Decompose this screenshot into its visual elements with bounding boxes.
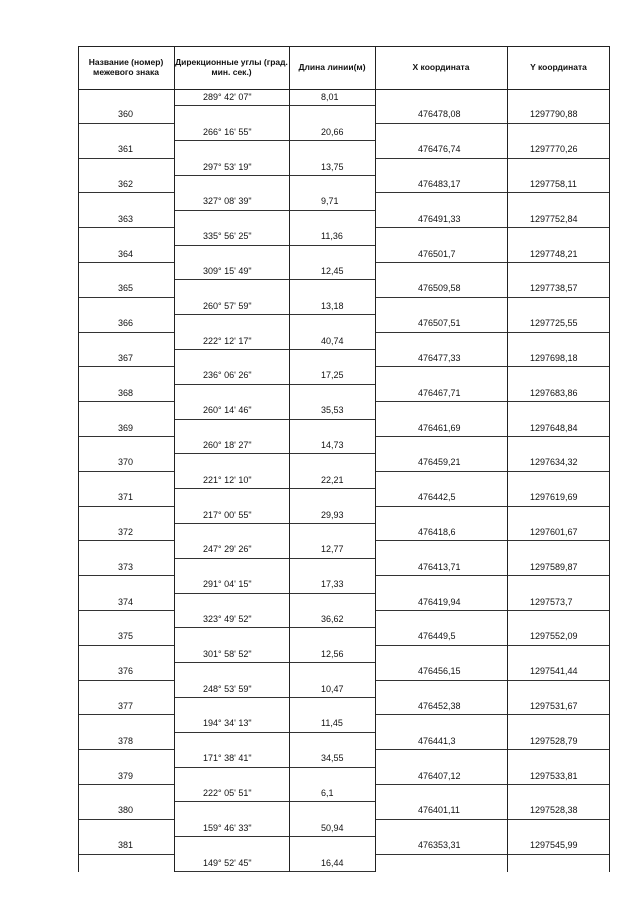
segment-row	[78, 193, 610, 210]
row-rule	[174, 871, 375, 872]
segment-row	[78, 820, 610, 837]
y-coordinate: 1297634,32	[530, 457, 578, 468]
column-divider	[507, 46, 508, 872]
line-length: 12,45	[321, 266, 344, 276]
line-length: 16,44	[321, 857, 344, 868]
segment-row	[78, 228, 610, 245]
line-length: 17,33	[321, 579, 344, 590]
header-length: Длина линии(м)	[298, 62, 366, 73]
y-coordinate: 1297683,86	[530, 387, 578, 398]
line-length: 9,71	[321, 196, 339, 207]
mark-number: 375	[118, 631, 134, 642]
direction-angle: 221° 12' 10"	[203, 474, 252, 485]
line-length: 20,66	[321, 126, 344, 137]
header-y: Y координата	[530, 62, 587, 73]
line-length: 13,75	[321, 161, 344, 172]
point-row	[78, 489, 610, 506]
direction-angle: 222° 05' 51"	[203, 788, 252, 798]
point-row	[78, 768, 610, 785]
point-row	[78, 315, 610, 332]
segment-row	[78, 159, 610, 176]
line-length: 12,56	[321, 648, 344, 659]
y-coordinate: 1297573,7	[530, 596, 573, 607]
x-coordinate: 476452,38	[418, 701, 461, 711]
mark-number: 381	[118, 840, 134, 851]
point-row	[78, 559, 610, 576]
direction-angle: 149° 52' 45"	[203, 857, 252, 868]
segment-row	[78, 611, 610, 628]
x-coordinate: 476401,11	[418, 805, 460, 816]
x-coordinate: 476467,71	[418, 387, 461, 398]
segment-row	[78, 367, 610, 384]
segment-row	[78, 681, 610, 698]
direction-angle: 301° 58' 52"	[203, 648, 252, 659]
point-row	[78, 176, 610, 193]
segment-row	[78, 402, 610, 419]
line-length: 12,77	[321, 544, 344, 555]
point-row	[78, 141, 610, 158]
direction-angle: 335° 56' 25"	[203, 231, 252, 242]
mark-number: 371	[118, 492, 134, 503]
x-coordinate: 476477,33	[418, 353, 461, 363]
y-coordinate: 1297698,18	[530, 353, 578, 363]
line-length: 6,1	[321, 788, 334, 798]
line-length: 40,74	[321, 335, 344, 346]
x-coordinate: 476491,33	[418, 213, 461, 224]
y-coordinate: 1297531,67	[530, 701, 578, 711]
mark-number: 376	[118, 666, 134, 677]
line-length: 11,45	[321, 718, 343, 729]
direction-angle: 297° 53' 19"	[203, 161, 252, 172]
point-row	[78, 420, 610, 437]
mark-number: 365	[118, 283, 134, 294]
line-length: 22,21	[321, 474, 344, 485]
y-coordinate: 1297725,55	[530, 318, 578, 329]
direction-angle: 309° 15' 49"	[203, 266, 252, 276]
segment-row	[78, 507, 610, 524]
segment-row	[78, 437, 610, 454]
mark-number: 374	[118, 596, 134, 607]
point-row	[78, 837, 610, 854]
direction-angle: 266° 16' 55"	[203, 126, 252, 137]
line-length: 11,36	[321, 231, 343, 242]
segment-row	[78, 541, 610, 558]
segment-row	[78, 333, 610, 350]
point-row	[78, 594, 610, 611]
x-coordinate: 476507,51	[418, 318, 461, 329]
line-length: 14,73	[321, 440, 344, 450]
mark-number: 377	[118, 701, 134, 711]
line-length: 17,25	[321, 370, 344, 381]
direction-angle: 247° 29' 26"	[203, 544, 252, 555]
mark-number: 361	[118, 144, 134, 155]
x-coordinate: 476509,58	[418, 283, 461, 294]
direction-angle: 291° 04' 15"	[203, 579, 252, 590]
segment-row	[78, 124, 610, 141]
direction-angle: 323° 49' 52"	[203, 614, 252, 624]
y-coordinate: 1297528,79	[530, 735, 578, 746]
mark-number: 379	[118, 770, 134, 781]
mark-number: 364	[118, 248, 134, 259]
line-length: 36,62	[321, 614, 344, 624]
x-coordinate: 476483,17	[418, 179, 461, 189]
segment-row	[78, 646, 610, 663]
y-coordinate: 1297533,81	[530, 770, 578, 781]
x-coordinate: 476441,3	[418, 735, 456, 746]
direction-angle: 248° 53' 59"	[203, 683, 252, 694]
segment-row	[78, 785, 610, 802]
direction-angle: 236° 06' 26"	[203, 370, 252, 381]
column-divider	[174, 46, 175, 872]
point-row	[78, 246, 610, 263]
x-coordinate: 476419,94	[418, 596, 461, 607]
y-coordinate: 1297648,84	[530, 422, 578, 433]
point-row	[78, 733, 610, 750]
segment-row	[78, 263, 610, 280]
point-row	[78, 350, 610, 367]
header-angle: Дирекционные углы (град. мин. сек.)	[175, 57, 288, 77]
y-coordinate: 1297738,57	[530, 283, 578, 294]
mark-number: 372	[118, 527, 134, 537]
segment-row	[78, 855, 610, 872]
point-row	[78, 698, 610, 715]
x-coordinate: 476461,69	[418, 422, 461, 433]
x-coordinate: 476476,74	[418, 144, 461, 155]
y-coordinate: 1297589,87	[530, 561, 578, 572]
header-x: X координата	[412, 62, 470, 73]
line-length: 8,01	[321, 92, 339, 102]
x-coordinate: 476456,15	[418, 666, 461, 677]
y-coordinate: 1297758,11	[530, 179, 577, 189]
column-divider	[609, 46, 610, 872]
x-coordinate: 476449,5	[418, 631, 456, 642]
mark-number: 373	[118, 561, 134, 572]
line-length: 34,55	[321, 753, 344, 764]
point-row	[78, 385, 610, 402]
mark-number: 380	[118, 805, 134, 816]
y-coordinate: 1297601,67	[530, 527, 578, 537]
x-coordinate: 476353,31	[418, 840, 461, 851]
line-length: 10,47	[321, 683, 344, 694]
x-coordinate: 476418,6	[418, 527, 456, 537]
mark-number: 369	[118, 422, 134, 433]
coordinates-table	[78, 46, 610, 868]
x-coordinate: 476501,7	[418, 248, 456, 259]
segment-row	[78, 298, 610, 315]
y-coordinate: 1297619,69	[530, 492, 578, 503]
line-length: 13,18	[321, 300, 344, 311]
x-coordinate: 476442,5	[418, 492, 456, 503]
direction-angle: 327° 08' 39"	[203, 196, 252, 207]
direction-angle: 260° 14' 46"	[203, 405, 252, 416]
point-row	[78, 628, 610, 645]
direction-angle: 217° 00' 55"	[203, 509, 252, 520]
point-row	[78, 280, 610, 297]
segment-row	[78, 715, 610, 732]
x-coordinate: 476413,71	[418, 561, 461, 572]
mark-number: 360	[118, 109, 134, 120]
x-coordinate: 476478,08	[418, 109, 461, 120]
direction-angle: 171° 38' 41"	[203, 753, 252, 764]
line-length: 29,93	[321, 509, 344, 520]
column-divider	[289, 46, 290, 872]
mark-number: 363	[118, 213, 134, 224]
y-coordinate: 1297541,44	[530, 666, 578, 677]
direction-angle: 194° 34' 13"	[203, 718, 252, 729]
mark-number: 378	[118, 735, 134, 746]
x-coordinate: 476407,12	[418, 770, 461, 781]
header-mark: Название (номер) межевого знака	[88, 57, 164, 77]
point-row	[78, 663, 610, 680]
segment-row	[78, 472, 610, 489]
y-coordinate: 1297528,38	[530, 805, 578, 816]
column-divider	[375, 46, 376, 872]
segment-row	[78, 750, 610, 767]
table-header	[78, 46, 610, 90]
direction-angle: 159° 46' 33"	[203, 822, 252, 833]
mark-number: 370	[118, 457, 134, 468]
y-coordinate: 1297552,09	[530, 631, 578, 642]
line-length: 50,94	[321, 822, 344, 833]
y-coordinate: 1297545,99	[530, 840, 578, 851]
point-row	[78, 802, 610, 819]
segment-row	[78, 576, 610, 593]
mark-number: 362	[118, 179, 134, 189]
x-coordinate: 476459,21	[418, 457, 461, 468]
mark-number: 368	[118, 387, 134, 398]
direction-angle: 289° 42' 07"	[203, 92, 252, 102]
mark-number: 367	[118, 353, 134, 363]
line-length: 35,53	[321, 405, 344, 416]
point-row	[78, 454, 610, 471]
point-row	[78, 106, 610, 123]
point-row	[78, 524, 610, 541]
direction-angle: 260° 57' 59"	[203, 300, 252, 311]
y-coordinate: 1297770,26	[530, 144, 578, 155]
mark-number: 366	[118, 318, 134, 329]
y-coordinate: 1297790,88	[530, 109, 578, 120]
column-divider	[78, 46, 79, 872]
segment-row	[78, 89, 610, 106]
point-row	[78, 211, 610, 228]
direction-angle: 222° 12' 17"	[203, 335, 252, 346]
y-coordinate: 1297752,84	[530, 213, 578, 224]
y-coordinate: 1297748,21	[530, 248, 578, 259]
direction-angle: 260° 18' 27"	[203, 440, 252, 450]
